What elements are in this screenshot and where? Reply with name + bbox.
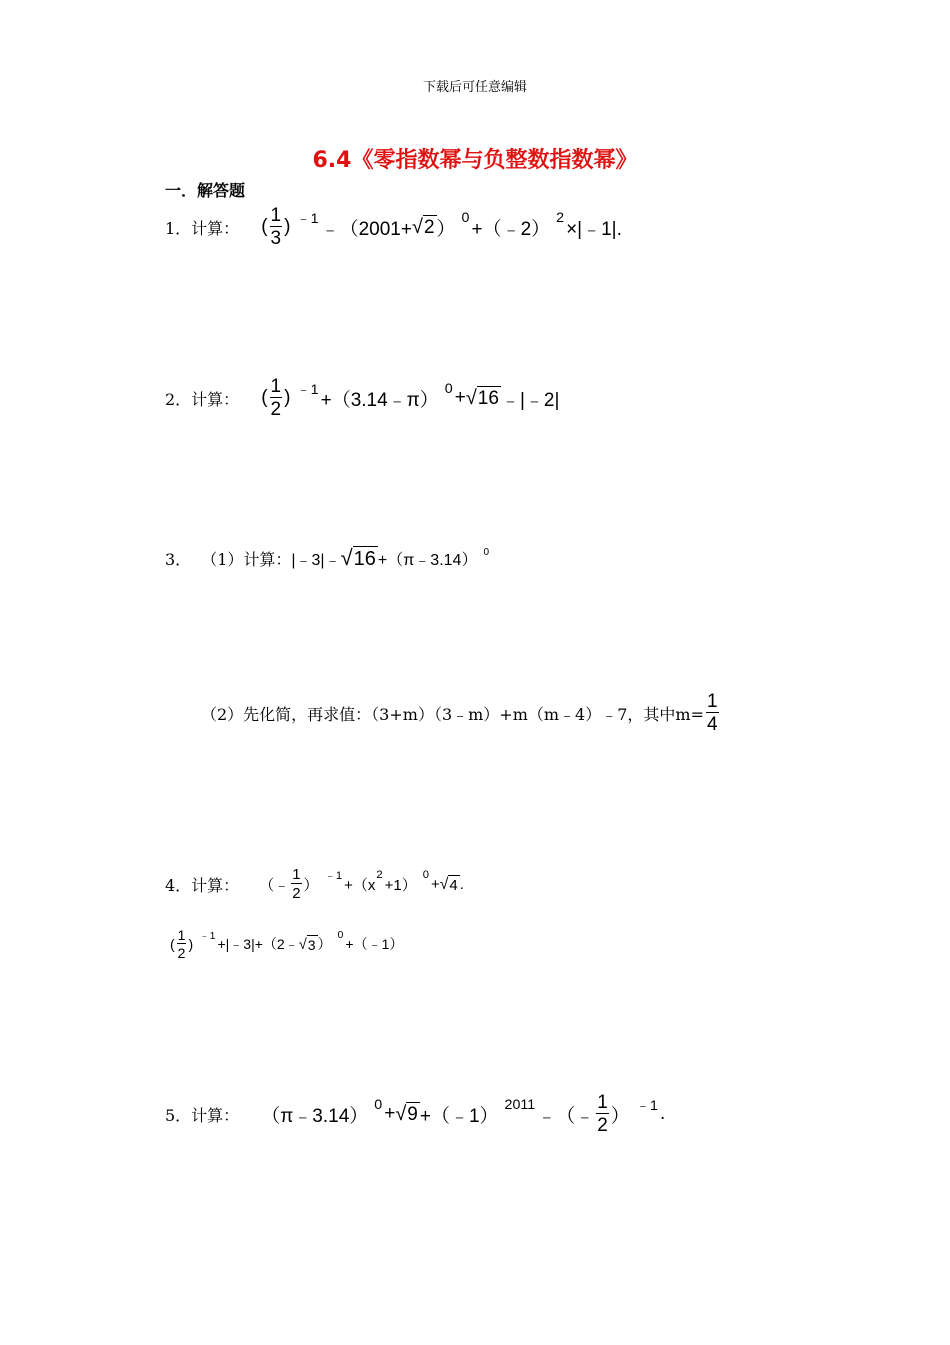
question-3-part1-label: （1）计算： <box>201 549 292 569</box>
question-3 <box>165 545 491 571</box>
question-3-part2-value: $\frac{1}{4}$ <box>706 691 718 735</box>
question-2 <box>165 377 559 419</box>
question-5-expression: （π﹣3.14） 0 + √ 9 +（﹣1） 2011 ﹣（﹣ $\frac{1}{2}$ ） ﹣1 . <box>261 1092 666 1136</box>
question-5 <box>165 1093 665 1135</box>
question-3-part2 <box>201 692 721 734</box>
question-4-expression: （﹣ $\frac{1}{2}$ ） ﹣1 +（x 2 +1） 0 + √ 4 . <box>259 866 464 902</box>
question-1-expression: ( $\frac{1}{3}$ ) ﹣1 ﹣（2001+ √ 2 ） 0 +（﹣2） 2 ×|﹣1|. <box>261 205 622 249</box>
section-heading: 一．解答题 <box>165 181 246 200</box>
question-3-label: 3． <box>165 549 192 569</box>
question-3-part2-text: （2）先化简，再求值：（3+m）（3﹣m）+m（m﹣4）﹣7，其中m= <box>201 704 704 724</box>
question-4 <box>165 867 464 901</box>
question-5-label: 5．计算： <box>165 1105 240 1125</box>
question-1 <box>165 206 622 248</box>
question-4-label: 4．计算： <box>165 875 240 895</box>
question-2-expression: ( $\frac{1}{2}$ ) ﹣1 +（3.14﹣π） 0 + √ 16 ﹣|﹣2| <box>261 376 560 420</box>
question-4-extra <box>170 928 403 960</box>
header-note: 下载后可任意编辑 <box>422 80 527 95</box>
page-title: 6.4《零指数幂与负整数指数幂》 <box>312 148 638 173</box>
question-3-part1-expression: |﹣3|﹣ √ 16 +（π﹣3.14） 0 <box>291 545 490 570</box>
question-4-extra-expression: ( $\frac{1}{2}$ ) ﹣1 +|﹣3|+（2﹣ √ 3 ） 0 +（﹣1） <box>170 927 404 961</box>
question-1-label: 1．计算： <box>165 218 240 238</box>
question-2-label: 2．计算： <box>165 389 240 409</box>
